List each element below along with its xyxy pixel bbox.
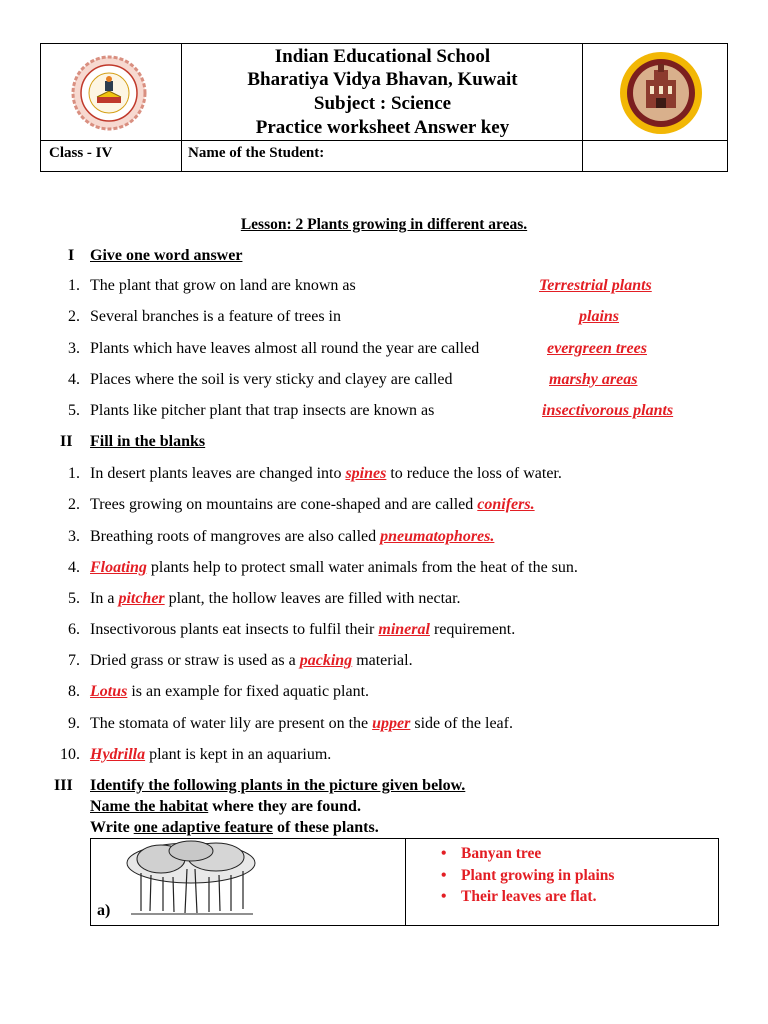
q1-4-question: Places where the soil is very sticky and clayey are called: [90, 371, 453, 388]
q1-5-answer: insectivorous plants: [542, 402, 674, 419]
q1-1-question: The plant that grow on land are known as: [90, 277, 356, 294]
q2-6-answer: mineral: [378, 621, 430, 638]
answer-bullet-3: • Their leaves are flat.: [441, 886, 614, 908]
lesson-title: Lesson: 2 Plants growing in different areas.: [240, 216, 528, 233]
picture-table-divider: [405, 839, 406, 925]
section-3-number: III: [54, 777, 73, 794]
worksheet-title: Practice worksheet Answer key: [255, 117, 510, 138]
q1-2-number: 2.: [68, 308, 80, 325]
q2-7-answer: packing: [299, 652, 353, 669]
q2-3-answer: pneumatophores.: [380, 528, 495, 545]
picture-answers: [441, 843, 614, 908]
section-3-line-3: Write one adaptive feature of these plants.: [90, 819, 379, 836]
q1-1-number: 1.: [68, 277, 80, 294]
q2-4-answer: Floating: [90, 559, 147, 576]
q2-10-number: 10.: [60, 746, 80, 763]
q2-7-sentence: Dried grass or straw is used as a packing material.: [90, 652, 413, 669]
q2-10-sentence: Hydrilla plant is kept in an aquarium.: [90, 746, 332, 763]
section-3-title: Identify the following plants in the picture given below.: [90, 777, 466, 794]
q2-9-answer: upper: [372, 715, 411, 732]
q1-5-question: Plants like pitcher plant that trap insects are known as: [90, 402, 435, 419]
q2-5-sentence: In a pitcher plant, the hollow leaves are filled with nectar.: [90, 590, 461, 607]
class-label: Class - IV: [49, 145, 113, 161]
q1-3-question: Plants which have leaves almost all round the year are called: [90, 340, 480, 357]
q2-1-answer: spines: [345, 465, 387, 482]
q2-5-number: 5.: [68, 590, 80, 607]
q2-10-answer: Hydrilla: [90, 746, 146, 763]
q2-8-answer: Lotus: [90, 683, 128, 700]
q2-5-answer: pitcher: [118, 590, 165, 607]
school-emblem-left: [71, 55, 147, 131]
q1-1-answer: Terrestrial plants: [539, 277, 652, 294]
school-name: Indian Educational School: [274, 46, 491, 67]
q1-3-number: 3.: [68, 340, 80, 357]
answer-bullet-2: • Plant growing in plains: [441, 865, 614, 887]
q1-4-answer: marshy areas: [549, 371, 638, 388]
q2-7-number: 7.: [68, 652, 80, 669]
q2-2-sentence: Trees growing on mountains are cone-shaped and are called conifers.: [90, 496, 535, 513]
q1-2-question: Several branches is a feature of trees in: [90, 308, 341, 325]
q2-8-sentence: Lotus is an example for fixed aquatic plant.: [90, 683, 370, 700]
q1-2-answer: plains: [579, 308, 620, 325]
subject-line: Subject : Science: [313, 93, 452, 114]
section-2-number: II: [60, 433, 73, 450]
section-1-title: Give one word answer: [90, 247, 243, 264]
q2-9-sentence: The stomata of water lily are present on the upper side of the leaf.: [90, 715, 513, 732]
section-2-title: Fill in the blanks: [90, 433, 206, 450]
q2-3-number: 3.: [68, 528, 80, 545]
q2-4-number: 4.: [68, 559, 80, 576]
section-1-number: I: [68, 247, 75, 264]
q2-1-number: 1.: [68, 465, 80, 482]
q2-8-number: 8.: [68, 683, 80, 700]
q2-3-sentence: Breathing roots of mangroves are also called pneumatophores.: [90, 528, 495, 545]
q2-6-number: 6.: [68, 621, 80, 638]
q2-1-sentence: In desert plants leaves are changed into spines to reduce the loss of water.: [90, 465, 562, 482]
picture-table: [90, 838, 719, 926]
q2-2-answer: conifers.: [477, 496, 535, 513]
answer-bullet-1: • Banyan tree: [441, 843, 614, 865]
student-name-label: Name of the Student:: [188, 145, 325, 161]
q1-5-number: 5.: [68, 402, 80, 419]
q1-4-number: 4.: [68, 371, 80, 388]
school-emblem-right: [618, 50, 704, 136]
banyan-tree-icon: [121, 839, 261, 917]
q1-3-answer: evergreen trees: [547, 340, 647, 357]
q2-4-sentence: Floating plants help to protect small water animals from the heat of the sun.: [90, 559, 578, 576]
school-subtitle: Bharatiya Vidya Bhavan, Kuwait: [247, 69, 518, 90]
header-table: [40, 43, 728, 172]
section-3-line-2: Name the habitat where they are found.: [90, 798, 361, 815]
q2-9-number: 9.: [68, 715, 80, 732]
picture-label: a): [97, 902, 111, 919]
header-divider-row: [41, 140, 727, 141]
q2-2-number: 2.: [68, 496, 80, 513]
q2-6-sentence: Insectivorous plants eat insects to fulfil their mineral requirement.: [90, 621, 516, 638]
